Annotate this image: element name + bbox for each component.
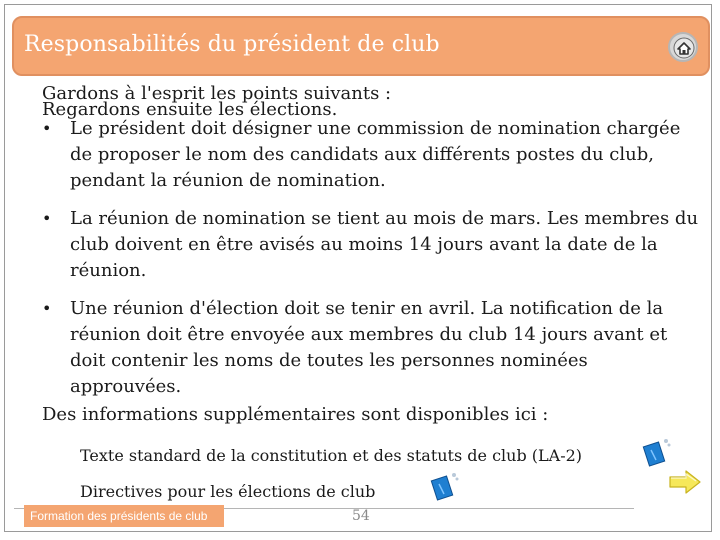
link-election-guidelines[interactable]: Directives pour les élections de club (80, 482, 376, 501)
home-button[interactable] (668, 32, 698, 62)
bullet-item (42, 296, 702, 400)
home-icon (673, 37, 695, 59)
bullet-list (42, 116, 702, 412)
book-icon[interactable] (430, 470, 460, 506)
bullet-text: La réunion de nomination se tient au mois de mars. Les membres du club doivent en être avisés au moins 14 jours avant la date de la réunion. (70, 208, 699, 281)
bullet-text: Une réunion d'élection doit se tenir en avril. La notification de la réunion doit être envoyée aux membres du club 14 jours avant et doit contenir les noms de toutes les personnes nominées approuvées. (70, 298, 668, 397)
bullet-text: Le président doit désigner une commission de nomination chargée de proposer le nom des candidats aux différents postes du club, pendant la réunion de nomination. (70, 118, 681, 191)
bullet-item (42, 116, 702, 194)
next-arrow-button[interactable] (668, 468, 702, 500)
page-title: Responsabilités du président de club (24, 32, 440, 57)
bullet-dot-icon: • (42, 209, 52, 228)
bullet-dot-icon: • (42, 299, 52, 318)
link-constitution[interactable]: Texte standard de la constitution et des statuts de club (LA-2) (80, 446, 583, 465)
bullet-dot-icon: • (42, 119, 52, 138)
intro-line-1: Gardons à l'esprit les points suivants : (42, 83, 392, 104)
footer-course-title: Formation des présidents de club (24, 505, 224, 527)
title-bar (12, 16, 710, 76)
more-info-label: Des informations supplémentaires sont disponibles ici : (42, 404, 549, 425)
book-icon[interactable] (642, 436, 672, 472)
intro-line-2: Regardons ensuite les élections. (42, 99, 338, 120)
arrow-right-icon (668, 468, 702, 496)
bullet-item (42, 206, 702, 284)
page-number: 54 (352, 508, 370, 524)
